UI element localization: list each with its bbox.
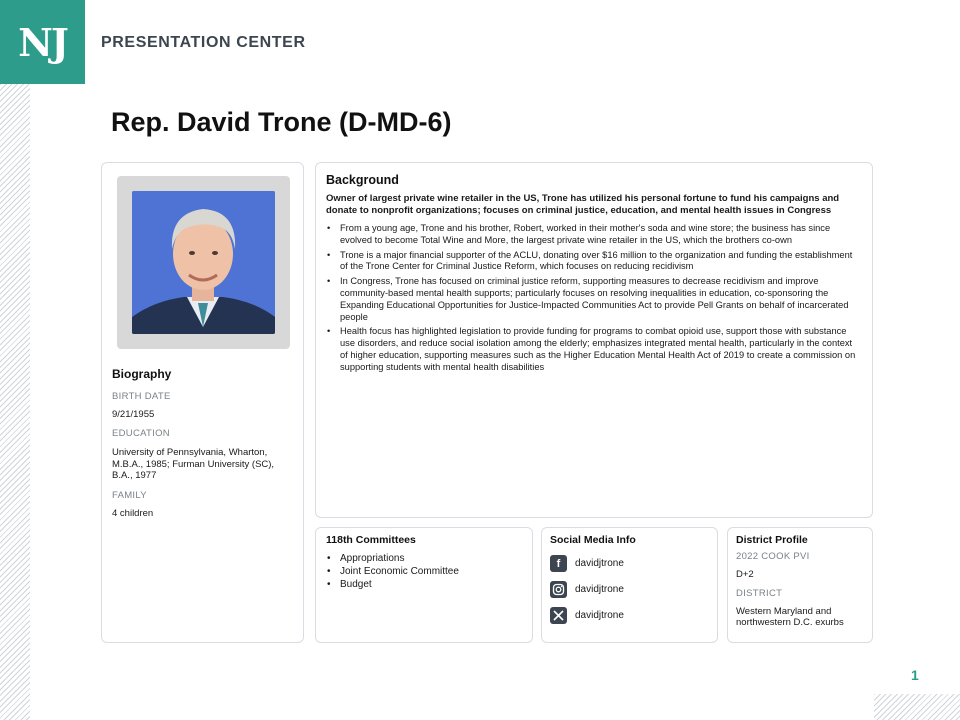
social-row-instagram[interactable] xyxy=(550,581,709,598)
social-handle[interactable]: davidjtrone xyxy=(575,610,624,621)
committees-card xyxy=(315,527,533,643)
district-profile-card xyxy=(727,527,873,643)
cook-pvi-label: 2022 COOK PVI xyxy=(736,551,810,562)
social-handle[interactable]: davidjtrone xyxy=(575,584,624,595)
background-lead: Owner of largest private wine retailer in the US, Trone has utilized his personal fortune to fund his campaigns and donate to nonprofit organizations; focuses on criminal justice, education, and mental health issues in Congress xyxy=(326,193,840,216)
committee-item: • Budget xyxy=(326,578,522,591)
background-bullet: • Trone is a major financial supporter of the ACLU, donating over $16 million to the organization and funding the establishment of the Trone Center for Criminal Justice Reform, which focuses on reducing recidivism xyxy=(326,250,862,274)
social-media-heading: Social Media Info xyxy=(550,534,636,546)
biography-heading: Biography xyxy=(112,367,172,381)
instagram-icon xyxy=(550,581,567,598)
facebook-icon: f xyxy=(550,555,567,572)
background-bullet-list xyxy=(326,223,862,374)
background-bullet: • Health focus has highlighted legislation to provide funding for programs to combat opioid use, support those with substance use disorders, and reduce social isolation among the elderly; emphasizes integrated mental health, particularly in the context of higher education, supporting measures such as the Higher Education Mental Health Act of 2019 to create a commission on supporting students with mental health disabilities xyxy=(326,326,862,373)
social-row-x[interactable] xyxy=(550,607,709,624)
logo-text: NJ xyxy=(18,19,67,65)
social-handle[interactable]: davidjtrone xyxy=(575,558,624,569)
background-card xyxy=(315,162,873,518)
birth-date-label: BIRTH DATE xyxy=(112,391,171,402)
portrait-frame xyxy=(117,176,290,349)
nj-logo xyxy=(0,0,85,84)
x-icon xyxy=(550,607,567,624)
biography-card xyxy=(101,162,304,643)
family-label: FAMILY xyxy=(112,490,147,501)
district-label: DISTRICT xyxy=(736,587,783,599)
background-bullet: • From a young age, Trone and his brother, Robert, worked in their mother's soda and wine store; the business has since evolved to become Total Wine and More, the largest private wine retailer in the US, which the brothers co-own xyxy=(326,223,862,247)
committee-item: • Appropriations xyxy=(326,552,522,565)
portrait-photo xyxy=(132,191,275,334)
committees-heading: 118th Committees xyxy=(326,534,416,546)
cook-pvi-value: D+2 xyxy=(736,569,754,580)
hatch-decoration-bottom-right xyxy=(874,694,960,720)
committee-item: • Joint Economic Committee xyxy=(326,565,522,578)
brand-name: PRESENTATION CENTER xyxy=(101,34,306,51)
background-bullet: • In Congress, Trone has focused on criminal justice reform, supporting measures to decrease recidivism and improve community-based mental health supports; particularly focuses on resolving inequalities in education, co-sponsoring the Expanding Educational Opportunities for Justice-Impacted Communities Act to provide Pell Grants on behalf of incarcerated people xyxy=(326,276,862,323)
education-label: EDUCATION xyxy=(112,428,170,439)
birth-date-value: 9/21/1955 xyxy=(112,409,155,420)
page-title: Rep. David Trone (D-MD-6) xyxy=(111,107,452,137)
committees-list xyxy=(326,552,522,591)
hatch-decoration-left xyxy=(0,84,30,720)
social-row-facebook[interactable] xyxy=(550,555,709,572)
background-heading: Background xyxy=(326,173,399,187)
portrait-illustration xyxy=(132,191,275,334)
education-value: University of Pennsylvania, Wharton, M.B.A., 1985; Furman University (SC), B.A., 1977 xyxy=(112,447,275,481)
social-media-card xyxy=(541,527,718,643)
district-profile-heading: District Profile xyxy=(736,534,808,546)
page-number: 1 xyxy=(911,667,919,683)
family-value: 4 children xyxy=(112,508,154,519)
district-value: Western Maryland and northwestern D.C. exurbs xyxy=(736,605,844,628)
